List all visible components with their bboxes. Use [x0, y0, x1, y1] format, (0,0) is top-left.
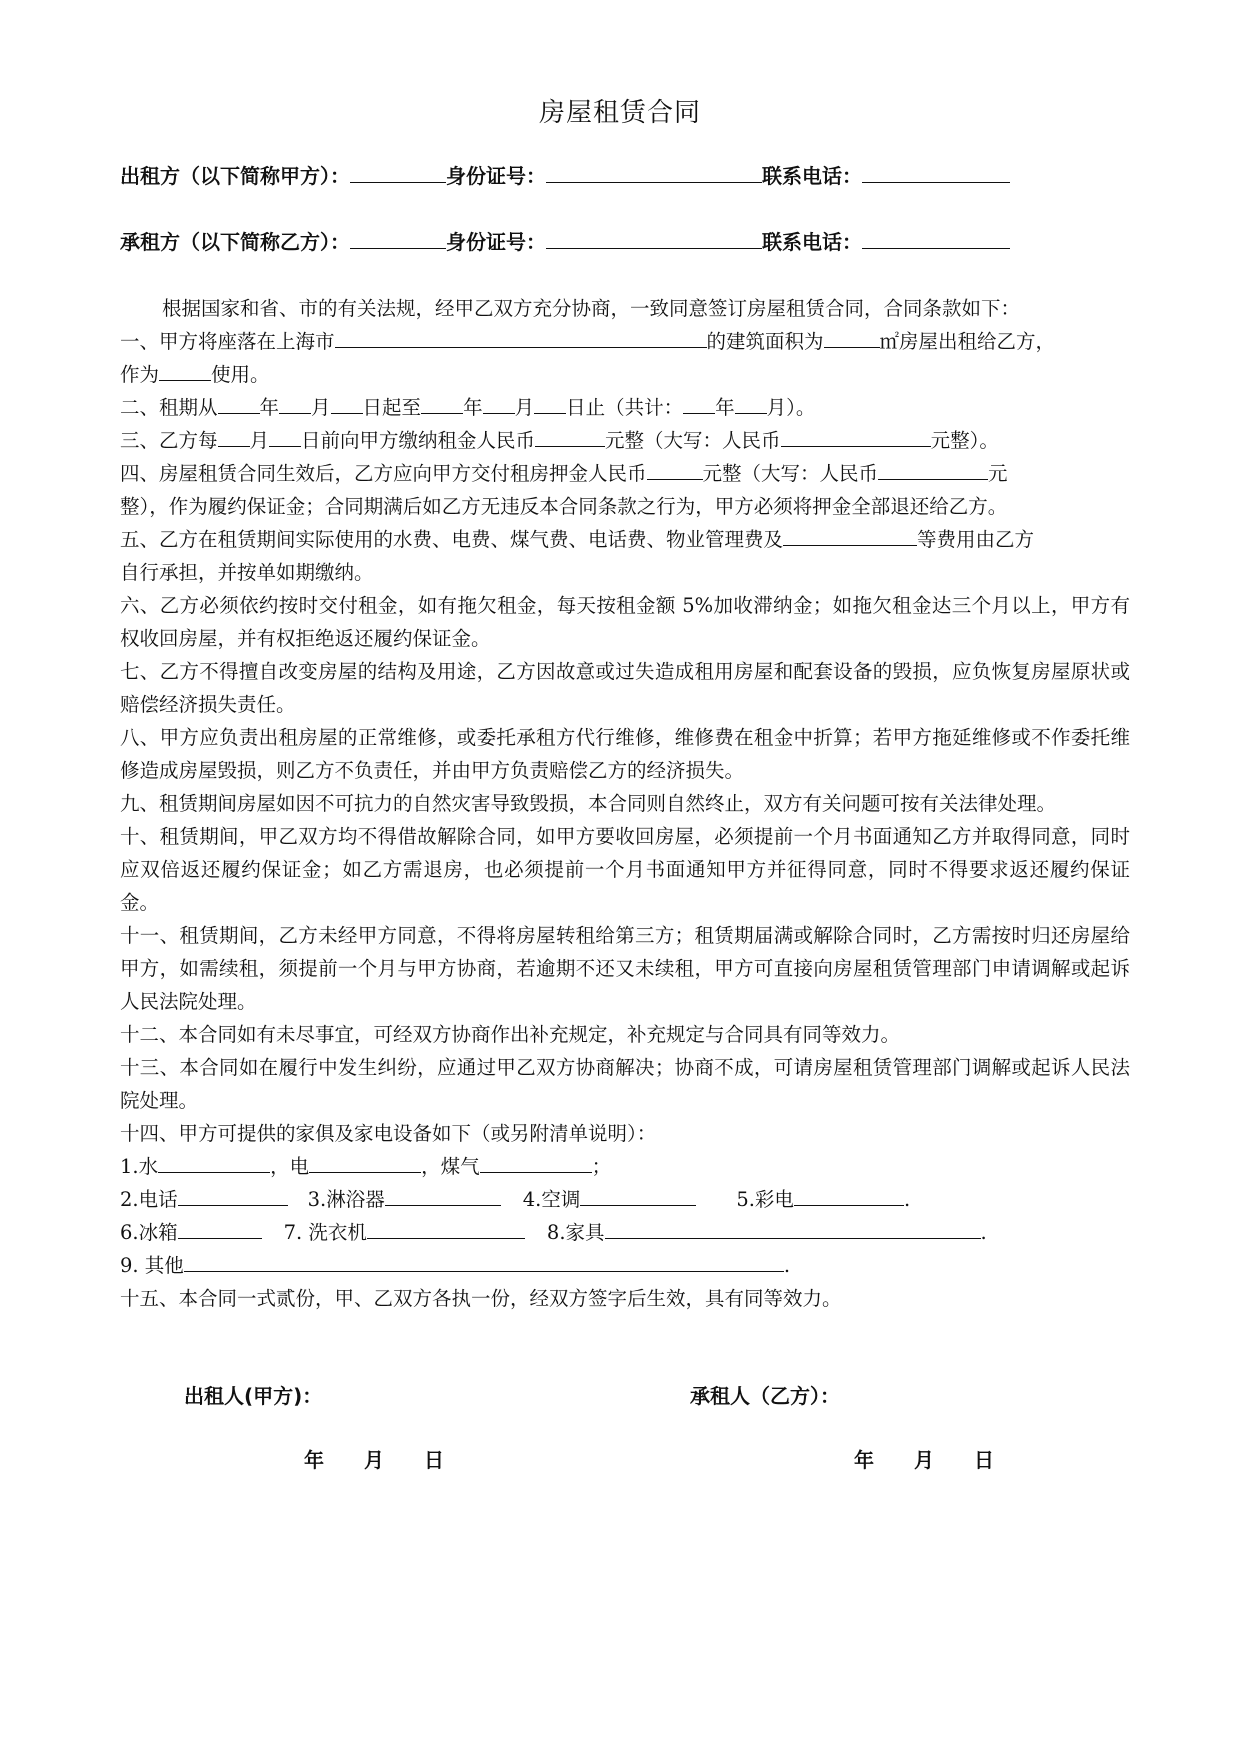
- lessor-id-field[interactable]: [546, 164, 762, 183]
- clause-1-text: 作为: [120, 363, 160, 386]
- lessee-id-label: 身份证号：: [446, 230, 546, 254]
- lessor-label: 出租方（以下简称甲方）：: [120, 164, 350, 188]
- end-year-field[interactable]: [421, 393, 463, 414]
- clause-2-text: 二、租期从: [120, 396, 218, 419]
- clause-4-text: 四、房屋租赁合同生效后，乙方应向甲方交付租房押金人民币: [120, 462, 647, 485]
- item-electric-field[interactable]: [309, 1152, 421, 1173]
- clause-9: 九、租赁期间房屋如因不可抗力的自然灾害导致毁损，本合同则自然终止，双方有关问题可按有关法律处理。: [120, 792, 1057, 815]
- lessee-phone-field[interactable]: [862, 230, 1010, 249]
- page-title: 房屋租赁合同: [538, 98, 701, 128]
- item-washer-label: 7. 洗衣机: [283, 1221, 367, 1244]
- total-year-field[interactable]: [683, 393, 715, 414]
- clause-2-text: 月: [311, 396, 331, 419]
- clause-4-text: 元: [988, 462, 1008, 485]
- item-shower-field[interactable]: [385, 1185, 501, 1206]
- clause-10: 十、租赁期间，甲乙双方均不得借故解除合同，如甲方要收回房屋，必须提前一个月书面通知乙方并取得同意，同时应双倍返还履约保证金；如乙方需退房，也必须提前一个月书面通知甲方并征得同意，同时不得要求返还履约保证金。: [120, 825, 1130, 914]
- clause-2-text: 月: [514, 396, 535, 419]
- item-washer-field[interactable]: [367, 1218, 525, 1239]
- lessee-date-month: 月: [914, 1448, 934, 1472]
- items-row-3: [120, 1216, 1130, 1249]
- clause-1-cont: [120, 358, 1130, 391]
- item-other-label: 9. 其他: [120, 1254, 184, 1277]
- lessee-phone-label: 联系电话：: [762, 230, 862, 254]
- other-fees-field[interactable]: [783, 525, 917, 546]
- item-dot: .: [903, 1188, 911, 1211]
- clause-5-text: 五、乙方在租赁期间实际使用的水费、电费、煤气费、电话费、物业管理费及: [120, 528, 784, 551]
- clause-13: 十三、本合同如在履行中发生纠纷，应通过甲乙双方协商解决；协商不成，可请房屋租赁管理部门调解或起诉人民法院处理。: [120, 1056, 1130, 1112]
- lessor-date-month: 月: [364, 1448, 384, 1472]
- item-dot: .: [980, 1221, 987, 1244]
- item-furniture-field[interactable]: [605, 1218, 981, 1239]
- clause-3-text: 日前向甲方缴纳租金人民币: [301, 429, 536, 452]
- clause-15: 十五、本合同一式贰份，甲、乙双方各执一份，经双方签字后生效，具有同等效力。: [120, 1287, 842, 1310]
- clause-1-text: ㎡房屋出租给乙方，: [879, 330, 1056, 353]
- pay-day-field[interactable]: [269, 426, 301, 447]
- item-shower-label: 3.淋浴器: [307, 1188, 385, 1211]
- lessee-label: 承租方（以下简称乙方）：: [120, 230, 350, 254]
- item-electric-label: ，电: [270, 1155, 310, 1178]
- item-tv-field[interactable]: [794, 1185, 904, 1206]
- clause-1-text: 一、甲方将座落在上海市: [120, 330, 335, 353]
- clause-2-text: 日止（共计：: [566, 396, 684, 419]
- lessor-name-field[interactable]: [350, 164, 446, 183]
- clause-2-text: 年: [715, 396, 735, 419]
- usage-field[interactable]: [159, 360, 211, 381]
- lessee-date-year: 年: [854, 1448, 874, 1472]
- lessee-date-day: 日: [974, 1448, 994, 1472]
- lessor-id-label: 身份证号：: [446, 164, 546, 188]
- items-row-4: [120, 1249, 1130, 1282]
- lessor-signature-label: 出租人(甲方)：: [184, 1384, 323, 1408]
- clause-3: [120, 424, 1130, 457]
- lessee-date: [854, 1444, 1034, 1473]
- clause-3-text: 月: [249, 429, 270, 452]
- lessor-line: [120, 160, 1140, 189]
- item-ac-field[interactable]: [580, 1185, 696, 1206]
- clause-14: 十四、甲方可提供的家俱及家电设备如下（或另附清单说明）：: [120, 1122, 657, 1145]
- lessee-id-field[interactable]: [546, 230, 762, 249]
- lessee-signature-label: 承租人（乙方）：: [690, 1384, 840, 1408]
- lessee-name-field[interactable]: [350, 230, 446, 249]
- clause-5-cont: 自行承担，并按单如期缴纳。: [120, 561, 374, 584]
- clause-12: 十二、本合同如有未尽事宜，可经双方协商作出补充规定，补充规定与合同具有同等效力。: [120, 1023, 901, 1046]
- item-water-label: 1.水: [120, 1155, 159, 1178]
- clause-3-text: 元整）。: [930, 429, 999, 452]
- clause-1: [120, 325, 1130, 358]
- clause-2-text: 月）。: [766, 396, 816, 419]
- clause-1-text: 使用。: [211, 363, 270, 386]
- rent-amount-field[interactable]: [535, 426, 605, 447]
- lessor-phone-label: 联系电话：: [762, 164, 862, 188]
- lessor-date-day: 日: [424, 1448, 444, 1472]
- clause-2-text: 年: [463, 396, 483, 419]
- area-field[interactable]: [824, 327, 880, 348]
- items-row-1: [120, 1150, 1130, 1183]
- item-dot: .: [783, 1254, 791, 1277]
- rent-amount-words-field[interactable]: [781, 426, 931, 447]
- clause-5-text: 等费用由乙方: [917, 528, 1035, 551]
- item-phone-label: 2.电话: [120, 1188, 178, 1211]
- item-other-field[interactable]: [184, 1251, 784, 1272]
- total-month-field[interactable]: [735, 393, 767, 414]
- item-semicolon: ；: [591, 1155, 612, 1178]
- contract-body: [120, 292, 1130, 1315]
- lessee-line: [120, 226, 1140, 255]
- deposit-field[interactable]: [647, 459, 703, 480]
- preamble: 根据国家和省、市的有关法规，经甲乙双方充分协商，一致同意签订房屋租赁合同，合同条款如下：: [162, 297, 1021, 320]
- item-water-field[interactable]: [158, 1152, 270, 1173]
- clause-3-text: 元整（大写：人民币: [605, 429, 781, 452]
- clause-2-text: 日起至: [362, 396, 422, 419]
- clause-8: 八、甲方应负责出租房屋的正常维修，或委托承租方代行维修，维修费在租金中折算；若甲方拖延维修或不作委托维修造成房屋毁损，则乙方不负责任，并由甲方负责赔偿乙方的经济损失。: [120, 726, 1130, 782]
- item-ac-label: 4.空调: [522, 1188, 581, 1211]
- start-year-field[interactable]: [218, 393, 260, 414]
- item-furniture-label: 8.家具: [546, 1221, 605, 1244]
- item-gas-field[interactable]: [480, 1152, 592, 1173]
- item-gas-label: ，煤气: [421, 1155, 480, 1178]
- lessor-date-year: 年: [304, 1448, 324, 1472]
- clause-2-text: 年: [259, 396, 280, 419]
- clause-6: 六、乙方必须依约按时交付租金，如有拖欠租金，每天按租金额 5%加收滞纳金；如拖欠租金达三个月以上，甲方有权收回房屋，并有权拒绝返还履约保证金。: [120, 594, 1130, 650]
- pay-month-field[interactable]: [218, 426, 250, 447]
- clause-5: [120, 523, 1130, 556]
- clause-11: 十一、租赁期间，乙方未经甲方同意，不得将房屋转租给第三方；租赁期届满或解除合同时，乙方需按时归还房屋给甲方，如需续租，须提前一个月与甲方协商，若逾期不还又未续租，甲方可直接向房屋租赁管理部门申请调解或起诉人民法院处理。: [120, 924, 1130, 1013]
- clause-4-cont: 整），作为履约保证金；合同期满后如乙方无违反本合同条款之行为，甲方必须将押金全部退还给乙方。: [120, 495, 1008, 518]
- clause-7: 七、乙方不得擅自改变房屋的结构及用途，乙方因故意或过失造成租用房屋和配套设备的毁损，应负恢复房屋原状或赔偿经济损失责任。: [120, 660, 1130, 716]
- items-row-2: [120, 1183, 1130, 1216]
- item-fridge-field[interactable]: [178, 1218, 262, 1239]
- clause-4-text: 元整（大写：人民币: [702, 462, 879, 485]
- end-month-field[interactable]: [483, 393, 515, 414]
- lessor-date: [304, 1444, 484, 1473]
- item-tv-label: 5.彩电: [736, 1188, 794, 1211]
- clause-4: [120, 457, 1130, 490]
- address-field[interactable]: [335, 327, 707, 348]
- clause-2: [120, 391, 1130, 424]
- lessor-phone-field[interactable]: [862, 164, 1010, 183]
- deposit-words-field[interactable]: [878, 459, 988, 480]
- clause-3-text: 三、乙方每: [120, 429, 218, 452]
- item-phone-field[interactable]: [178, 1185, 288, 1206]
- start-month-field[interactable]: [279, 393, 311, 414]
- start-day-field[interactable]: [331, 393, 363, 414]
- item-fridge-label: 6.冰箱: [120, 1221, 178, 1244]
- clause-1-text: 的建筑面积为: [706, 330, 824, 353]
- end-day-field[interactable]: [534, 393, 566, 414]
